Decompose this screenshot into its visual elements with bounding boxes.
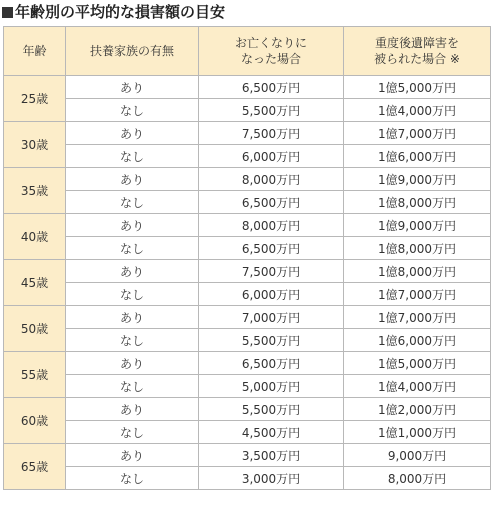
table-row: [4, 76, 491, 99]
family-cell: あり: [66, 260, 199, 283]
family-cell: あり: [66, 398, 199, 421]
age-cell: 25歳: [4, 76, 66, 122]
age-cell: 40歳: [4, 214, 66, 260]
table-header: [4, 27, 491, 76]
family-cell: あり: [66, 168, 199, 191]
death-amount-cell: 3,500万円: [199, 444, 344, 467]
table-row: [4, 168, 491, 191]
damage-estimate-table: [3, 26, 491, 490]
disability-amount-cell: 9,000万円: [344, 444, 491, 467]
square-bullet-icon: [2, 7, 13, 18]
family-cell: なし: [66, 329, 199, 352]
table-row: [4, 260, 491, 283]
family-cell: あり: [66, 444, 199, 467]
header-disability-line2: 被られた場合 ※: [374, 52, 460, 66]
family-cell: なし: [66, 421, 199, 444]
family-cell: なし: [66, 375, 199, 398]
table-row: [4, 145, 491, 168]
table-row: [4, 99, 491, 122]
table-row: [4, 421, 491, 444]
death-amount-cell: 7,500万円: [199, 122, 344, 145]
family-cell: あり: [66, 306, 199, 329]
disability-amount-cell: 1億1,000万円: [344, 421, 491, 444]
death-amount-cell: 5,500万円: [199, 329, 344, 352]
age-cell: 45歳: [4, 260, 66, 306]
family-cell: なし: [66, 191, 199, 214]
page-title: [2, 0, 225, 24]
disability-amount-cell: 1億7,000万円: [344, 283, 491, 306]
table-row: [4, 237, 491, 260]
disability-amount-cell: 1億8,000万円: [344, 191, 491, 214]
family-cell: なし: [66, 237, 199, 260]
age-cell: 30歳: [4, 122, 66, 168]
disability-amount-cell: 1億9,000万円: [344, 214, 491, 237]
death-amount-cell: 7,000万円: [199, 306, 344, 329]
family-cell: あり: [66, 76, 199, 99]
age-cell: 55歳: [4, 352, 66, 398]
disability-amount-cell: 1億5,000万円: [344, 76, 491, 99]
family-cell: なし: [66, 467, 199, 490]
disability-amount-cell: 1億4,000万円: [344, 375, 491, 398]
table-row: [4, 375, 491, 398]
disability-amount-cell: 1億8,000万円: [344, 260, 491, 283]
death-amount-cell: 7,500万円: [199, 260, 344, 283]
table-row: [4, 214, 491, 237]
table-row: [4, 352, 491, 375]
page-title-text: 年齢別の平均的な損害額の目安: [15, 3, 226, 21]
disability-amount-cell: 1億8,000万円: [344, 237, 491, 260]
family-cell: あり: [66, 352, 199, 375]
family-cell: あり: [66, 122, 199, 145]
table-row: [4, 467, 491, 490]
header-age: 年齢: [4, 27, 66, 76]
death-amount-cell: 6,500万円: [199, 76, 344, 99]
age-cell: 65歳: [4, 444, 66, 490]
disability-amount-cell: 1億7,000万円: [344, 122, 491, 145]
disability-amount-cell: 1億7,000万円: [344, 306, 491, 329]
header-death-line1: お亡くなりに: [234, 36, 307, 50]
death-amount-cell: 6,000万円: [199, 283, 344, 306]
disability-amount-cell: 1億4,000万円: [344, 99, 491, 122]
table-row: [4, 444, 491, 467]
header-row: [4, 27, 491, 76]
table-body: [4, 76, 491, 490]
death-amount-cell: 6,500万円: [199, 237, 344, 260]
family-cell: あり: [66, 214, 199, 237]
death-amount-cell: 4,500万円: [199, 421, 344, 444]
disability-amount-cell: 1億2,000万円: [344, 398, 491, 421]
death-amount-cell: 8,000万円: [199, 168, 344, 191]
disability-amount-cell: 8,000万円: [344, 467, 491, 490]
disability-amount-cell: 1億6,000万円: [344, 145, 491, 168]
death-amount-cell: 5,000万円: [199, 375, 344, 398]
header-disability-line1: 重度後遺障害を: [374, 36, 459, 50]
table-row: [4, 398, 491, 421]
table-row: [4, 283, 491, 306]
header-disability: [344, 27, 491, 76]
death-amount-cell: 6,500万円: [199, 191, 344, 214]
family-cell: なし: [66, 99, 199, 122]
disability-amount-cell: 1億5,000万円: [344, 352, 491, 375]
family-cell: なし: [66, 283, 199, 306]
table-row: [4, 122, 491, 145]
header-death-line2: なった場合: [240, 52, 301, 66]
family-cell: なし: [66, 145, 199, 168]
table-row: [4, 306, 491, 329]
death-amount-cell: 6,500万円: [199, 352, 344, 375]
death-amount-cell: 3,000万円: [199, 467, 344, 490]
death-amount-cell: 6,000万円: [199, 145, 344, 168]
header-death: [199, 27, 344, 76]
death-amount-cell: 8,000万円: [199, 214, 344, 237]
age-cell: 60歳: [4, 398, 66, 444]
disability-amount-cell: 1億9,000万円: [344, 168, 491, 191]
death-amount-cell: 5,500万円: [199, 99, 344, 122]
age-cell: 50歳: [4, 306, 66, 352]
header-family: 扶養家族の有無: [66, 27, 199, 76]
table-row: [4, 329, 491, 352]
table-row: [4, 191, 491, 214]
death-amount-cell: 5,500万円: [199, 398, 344, 421]
disability-amount-cell: 1億6,000万円: [344, 329, 491, 352]
age-cell: 35歳: [4, 168, 66, 214]
